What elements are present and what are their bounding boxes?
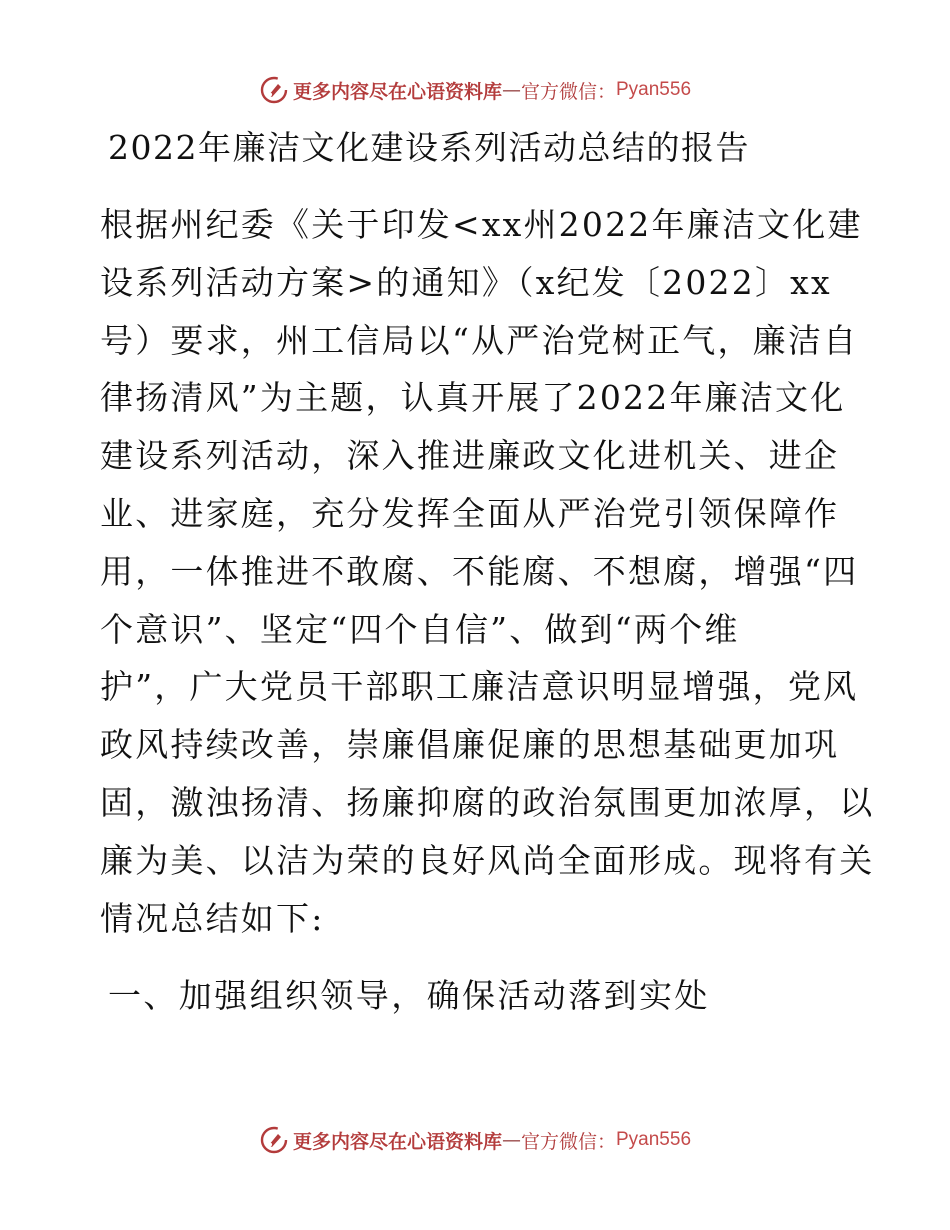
document-title: 2022年廉洁文化建设系列活动总结的报告 [108, 128, 750, 167]
paragraph-line: 建设系列活动，深入推进廉政文化进机关、进企 [100, 436, 840, 476]
header-watermark [0, 70, 950, 110]
watermark-brand: 更多内容尽在心语资料库 [292, 1130, 502, 1153]
pen-nib-logo-icon [259, 75, 289, 105]
watermark-contact-label: 官方微信： [520, 80, 616, 103]
paragraph-line: 律扬清风”为主题，认真开展了2022年廉洁文化 [100, 378, 846, 418]
paragraph-line: 护”，广大党员干部职工廉洁意识明显增强，党风 [100, 667, 859, 707]
paragraph-line: 情况总结如下: [100, 898, 325, 938]
paragraph-line: 用，一体推进不敢腐、不能腐、不想腐，增强“四 [100, 551, 859, 591]
pen-nib-logo-icon [259, 1125, 289, 1155]
paragraph-line: 固，激浊扬清、扬廉抑腐的政治氛围更加浓厚，以 [100, 782, 875, 822]
section-heading: 一、加强组织领导，确保活动落到实处 [108, 976, 710, 1015]
paragraph-line: 政风持续改善，崇廉倡廉促廉的思想基础更加巩 [100, 725, 840, 765]
watermark-brand: 更多内容尽在心语资料库 [292, 80, 502, 103]
paragraph-line: 廉为美、以洁为荣的良好风尚全面形成。现将有关 [100, 840, 875, 880]
paragraph-line: 设系列活动方案>的通知》（x纪发〔2022〕xx [100, 262, 832, 302]
watermark-separator: — [501, 79, 521, 101]
paragraph-line: 业、进家庭，充分发挥全面从严治党引领保障作 [100, 493, 840, 533]
watermark-contact-label: 官方微信： [520, 1130, 616, 1153]
watermark-separator: — [501, 1129, 521, 1151]
paragraph-line: 根据州纪委《关于印发<xx州2022年廉洁文化建 [100, 205, 863, 244]
watermark-contact-handle: Pyan556 [616, 79, 692, 100]
watermark-contact-handle: Pyan556 [616, 1129, 692, 1150]
paragraph-line: 号）要求，州工信局以“从严治党树正气，廉洁自 [100, 320, 859, 360]
paragraph-line: 个意识”、坚定“四个自信”、做到“两个维 [100, 609, 740, 649]
footer-watermark [0, 1120, 950, 1160]
body-paragraph [100, 196, 875, 947]
